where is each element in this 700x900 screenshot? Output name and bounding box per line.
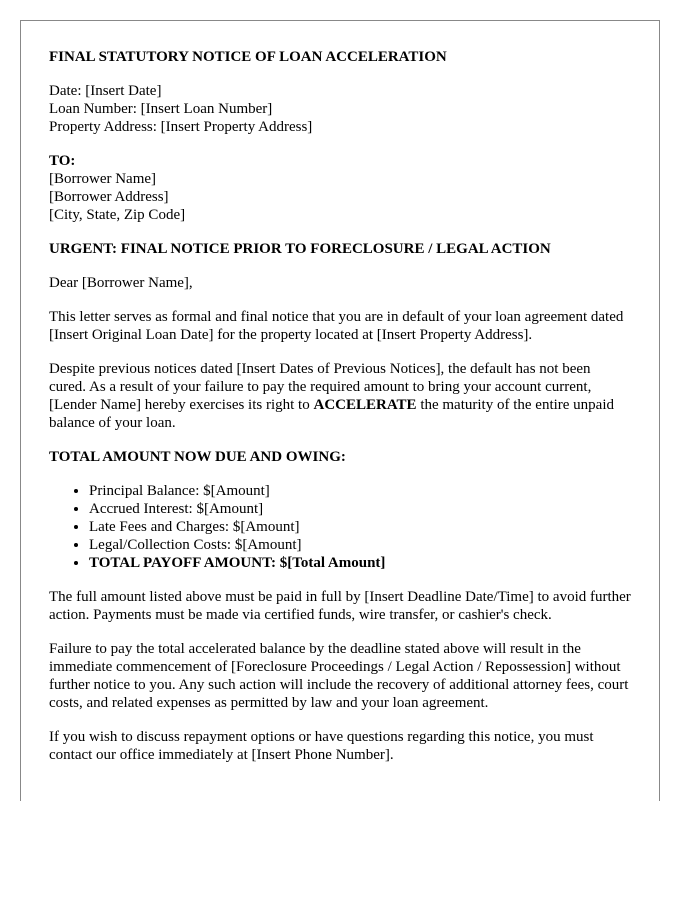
- amounts-list: [49, 482, 631, 572]
- salutation: Dear [Borrower Name],: [49, 275, 193, 291]
- default-paragraph: This letter serves as formal and final notice that you are in default of your loan agreement dated [Insert Original Loan Date] for the property located at [Insert Property Address].: [49, 309, 624, 343]
- borrower-city: [City, State, Zip Code]: [49, 207, 186, 223]
- notice-page: [20, 20, 660, 801]
- acceleration-paragraph: [49, 360, 631, 432]
- legal-costs-item: • Legal/Collection Costs: $[Amount]: [89, 536, 631, 554]
- recipient-label: TO:: [49, 153, 76, 169]
- total-payoff-item: • TOTAL PAYOFF AMOUNT: $[Total Amount]: [89, 554, 631, 572]
- borrower-name: [Borrower Name]: [49, 171, 157, 187]
- notice-title: FINAL STATUTORY NOTICE OF LOAN ACCELERATION: [49, 49, 447, 65]
- property-address-line: Property Address: [Insert Property Address]: [49, 119, 313, 135]
- date-line: Date: [Insert Date]: [49, 83, 162, 99]
- accelerate-emphasis: ACCELERATE: [313, 397, 417, 413]
- urgent-heading: URGENT: FINAL NOTICE PRIOR TO FORECLOSURE / LEGAL ACTION: [49, 241, 551, 257]
- loan-number-line: Loan Number: [Insert Loan Number]: [49, 101, 273, 117]
- amounts-heading: TOTAL AMOUNT NOW DUE AND OWING:: [49, 449, 346, 465]
- acceleration-text-after: the maturity of the entire unpaid balance of your loan.: [49, 397, 615, 431]
- deadline-paragraph: The full amount listed above must be paid in full by [Insert Deadline Date/Time] to avoid further action. Payments must be made via certified funds, wire transfer, or cashier's check.: [49, 589, 631, 623]
- consequences-paragraph: Failure to pay the total accelerated balance by the deadline stated above will result in the immediate commencement of [Foreclosure Proceedings / Legal Action / Repossession] without further notice to you. Any such action will include the recovery of additional attorney fees, court costs, and related expenses as permitted by law and your loan agreement.: [49, 641, 629, 711]
- recipient-block: [49, 152, 631, 224]
- principal-item: • Principal Balance: $[Amount]: [89, 482, 631, 500]
- contact-paragraph: If you wish to discuss repayment options or have questions regarding this notice, you must contact our office immediately at [Insert Phone Number].: [49, 729, 594, 763]
- late-fees-item: • Late Fees and Charges: $[Amount]: [89, 518, 631, 536]
- loan-details: [49, 82, 631, 136]
- acceleration-text-before: Despite previous notices dated [Insert Dates of Previous Notices], the default has not been cured. As a result of your failure to pay the required amount to bring your account current, [Lender Name] hereby exercises its right to: [49, 361, 592, 413]
- borrower-address: [Borrower Address]: [49, 189, 169, 205]
- interest-item: • Accrued Interest: $[Amount]: [89, 500, 631, 518]
